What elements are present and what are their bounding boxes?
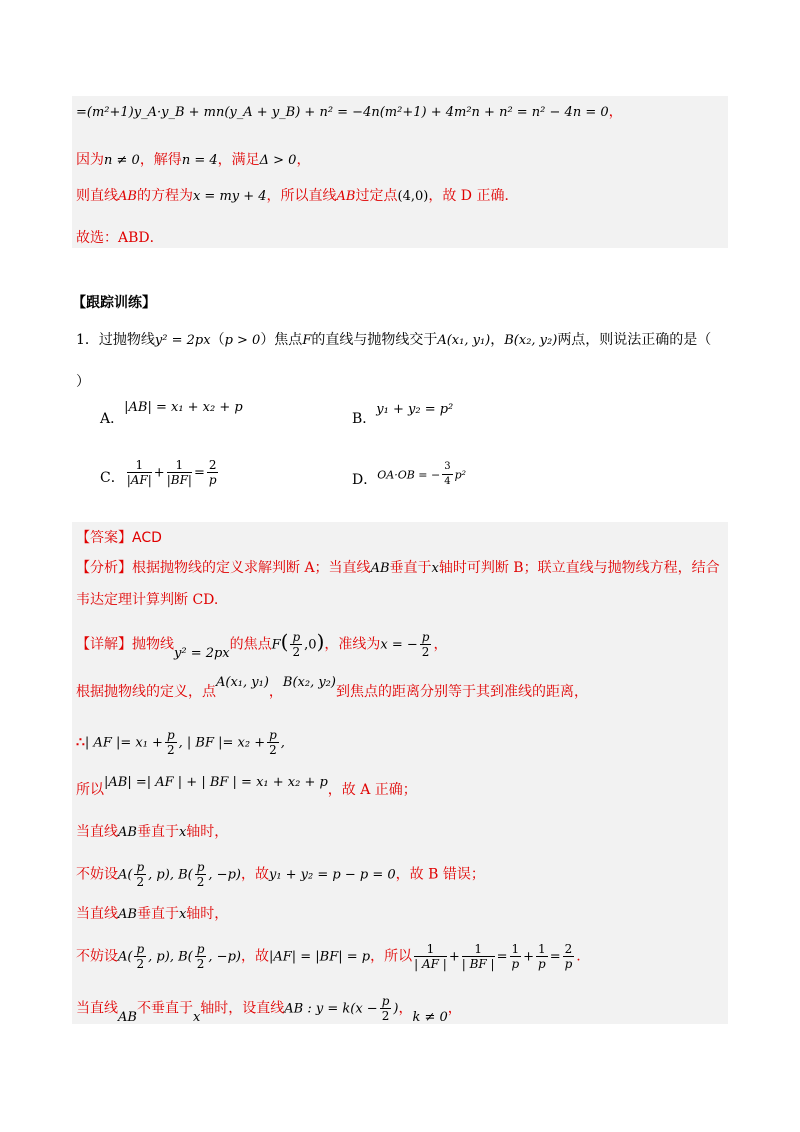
option-d: D．OA·OB = − $\frac{3}{4}$ p² bbox=[352, 461, 467, 488]
assume-line-2: 不妨设A( $\frac{p}{2}$ , p), B( $\frac{p}{2}$ , −p)，故|AF| = |BF| = p，所以 $\frac{1}{| AF |}$ + $\frac{1}{| BF |}$ = $\frac{1}{p}$ + $\frac{1}{p}$ = $\frac{2}{p}$ . bbox=[76, 942, 581, 971]
perp-line-2: 当直线AB垂直于x轴时， bbox=[76, 906, 229, 922]
question-line: 1．过抛物线y² = 2px（p > 0）焦点F的直线与抛物线交于A(x₁, y₁)，B(x₂, y₂)两点，则说法正确的是（ bbox=[76, 332, 712, 348]
analysis-line: 【分析】根据抛物线的定义求解判断 A；当直线AB垂直于x轴时可判断 B；联立直线与抛物线方程，结合 bbox=[76, 560, 720, 576]
option-b: B．y₁ + y₂ = p² bbox=[352, 402, 454, 427]
answer-line: 【答案】ACD bbox=[76, 530, 162, 546]
choose-line: 故选：ABD． bbox=[76, 230, 164, 246]
option-c: C． $\frac{1}{|AF|}$ + $\frac{1}{|BF|}$ = $\frac{2}{p}$ bbox=[100, 458, 217, 487]
detail-line: 【详解】抛物线y² = 2px的焦点F( $\frac{p}{2}$ ,0)，准线为x = − $\frac{p}{2}$ ， bbox=[76, 629, 448, 661]
equation: =(m²+1)y_A·y_B + mn(y_A + y_B) + n² = −4n(m²+1) + 4m²n + n² = n² − 4n = 0 bbox=[76, 105, 609, 120]
line-equation-line: 则直线AB的方程为x = my + 4，所以直线AB过定点(4,0)，故 D 正确． bbox=[76, 188, 519, 204]
condition-line: 因为n ≠ 0，解得n = 4，满足Δ > 0， bbox=[76, 152, 311, 168]
not-perp-line: 当直线AB不垂直于x轴时，设直线AB : y = k(x − $\frac{p}{2}$ )，k ≠ 0， bbox=[76, 994, 462, 1025]
assume-line-1: 不妨设A( $\frac{p}{2}$ , p), B( $\frac{p}{2}$ , −p)，故y₁ + y₂ = p − p = 0，故 B 错误； bbox=[76, 860, 485, 889]
so-line: 所以|AB| =| AF | + | BF | = x₁ + x₂ + p，故 A 正确； bbox=[76, 775, 417, 798]
analysis-line-2: 韦达定理计算判断 CD. bbox=[76, 592, 219, 608]
distance-line: ∴| AF |= x₁ + $\frac{p}{2}$ , | BF |= x₂ + $\frac{p}{2}$ , bbox=[76, 728, 285, 757]
option-a: A．|AB| = x₁ + x₂ + p bbox=[100, 400, 243, 427]
perp-line-1: 当直线AB垂直于x轴时， bbox=[76, 824, 229, 840]
section-title: 【跟踪训练】 bbox=[72, 295, 156, 311]
definition-line: 根据抛物线的定义，点A(x₁, y₁)，B(x₂, y₂)到焦点的距离分别等于其到准线的距离， bbox=[76, 675, 588, 700]
question-close-paren: ） bbox=[76, 374, 90, 390]
equation-line: =(m²+1)y_A·y_B + mn(y_A + y_B) + n² = −4n(m²+1) + 4m²n + n² = n² − 4n = 0， bbox=[76, 104, 623, 120]
